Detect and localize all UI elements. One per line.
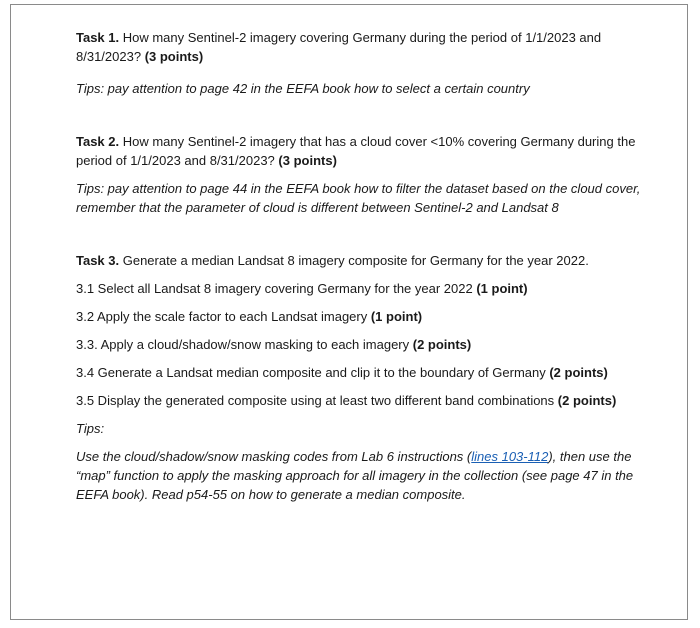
task-2-label: Task 2.	[76, 134, 120, 149]
task-2	[76, 132, 646, 170]
subtask-3-5-text: 3.5 Display the generated composite using at least two different band combinations	[76, 393, 558, 408]
task-1-text: How many Sentinel-2 imagery covering Germany during the period of 1/1/2023 and 8/31/2023?	[76, 30, 602, 64]
subtask-3-1-text: 3.1 Select all Landsat 8 imagery covering Germany for the year 2022	[76, 281, 477, 296]
subtask-3-3-points: (2 points)	[412, 337, 472, 352]
task-3	[76, 251, 646, 270]
task-3-label: Task 3.	[76, 253, 120, 268]
task-1-tip: Tips: pay attention to page 42 in the EEFA book how to select a certain country	[76, 81, 530, 96]
subtask-3-1-points: (1 point)	[476, 281, 528, 296]
subtask-3-2	[76, 307, 646, 326]
task-2-tip: Tips: pay attention to page 44 in the EEFA book how to filter the dataset based on the cloud cover, remember that the parameter of cloud is different between Sentinel-2 and Landsat 8	[76, 181, 641, 215]
subtask-3-4-text: 3.4 Generate a Landsat median composite and clip it to the boundary of Germany	[76, 365, 550, 380]
task-1	[76, 28, 646, 66]
lines-link[interactable]: lines 103-112	[471, 449, 549, 464]
subtask-3-5	[76, 391, 646, 410]
subtask-3-5-points: (2 points)	[557, 393, 617, 408]
task-1-points: (3 points)	[144, 49, 204, 64]
task-3-tip-before-link: Use the cloud/shadow/snow masking codes from Lab 6 instructions (	[76, 449, 472, 464]
task-3-tip	[76, 447, 646, 504]
subtask-3-2-text: 3.2 Apply the scale factor to each Landsat imagery	[76, 309, 371, 324]
task-3-text: Generate a median Landsat 8 imagery composite for Germany for the year 2022.	[119, 253, 589, 268]
subtask-3-3	[76, 335, 646, 354]
task-3-tips-heading: Tips:	[76, 421, 105, 436]
subtask-3-2-points: (1 point)	[370, 309, 423, 324]
subtask-3-4	[76, 363, 646, 382]
task-2-points: (3 points)	[278, 153, 337, 168]
task-1-label: Task 1.	[76, 30, 120, 45]
subtask-3-3-text: 3.3. Apply a cloud/shadow/snow masking to each imagery	[76, 337, 413, 352]
task-3-tip-after-link: ), then use the “map” function to apply the masking approach for all imagery in the collection (see page 47 in the EEFA book). Read p54-55 on how to generate a median composite.	[76, 449, 634, 502]
subtask-3-1	[76, 279, 646, 298]
task-2-text: How many Sentinel-2 imagery that has a cloud cover <10% covering Germany during the period of 1/1/2023 and 8/31/2023?	[76, 134, 636, 168]
subtask-3-4-points: (2 points)	[549, 365, 608, 380]
assignment-document	[76, 28, 646, 504]
